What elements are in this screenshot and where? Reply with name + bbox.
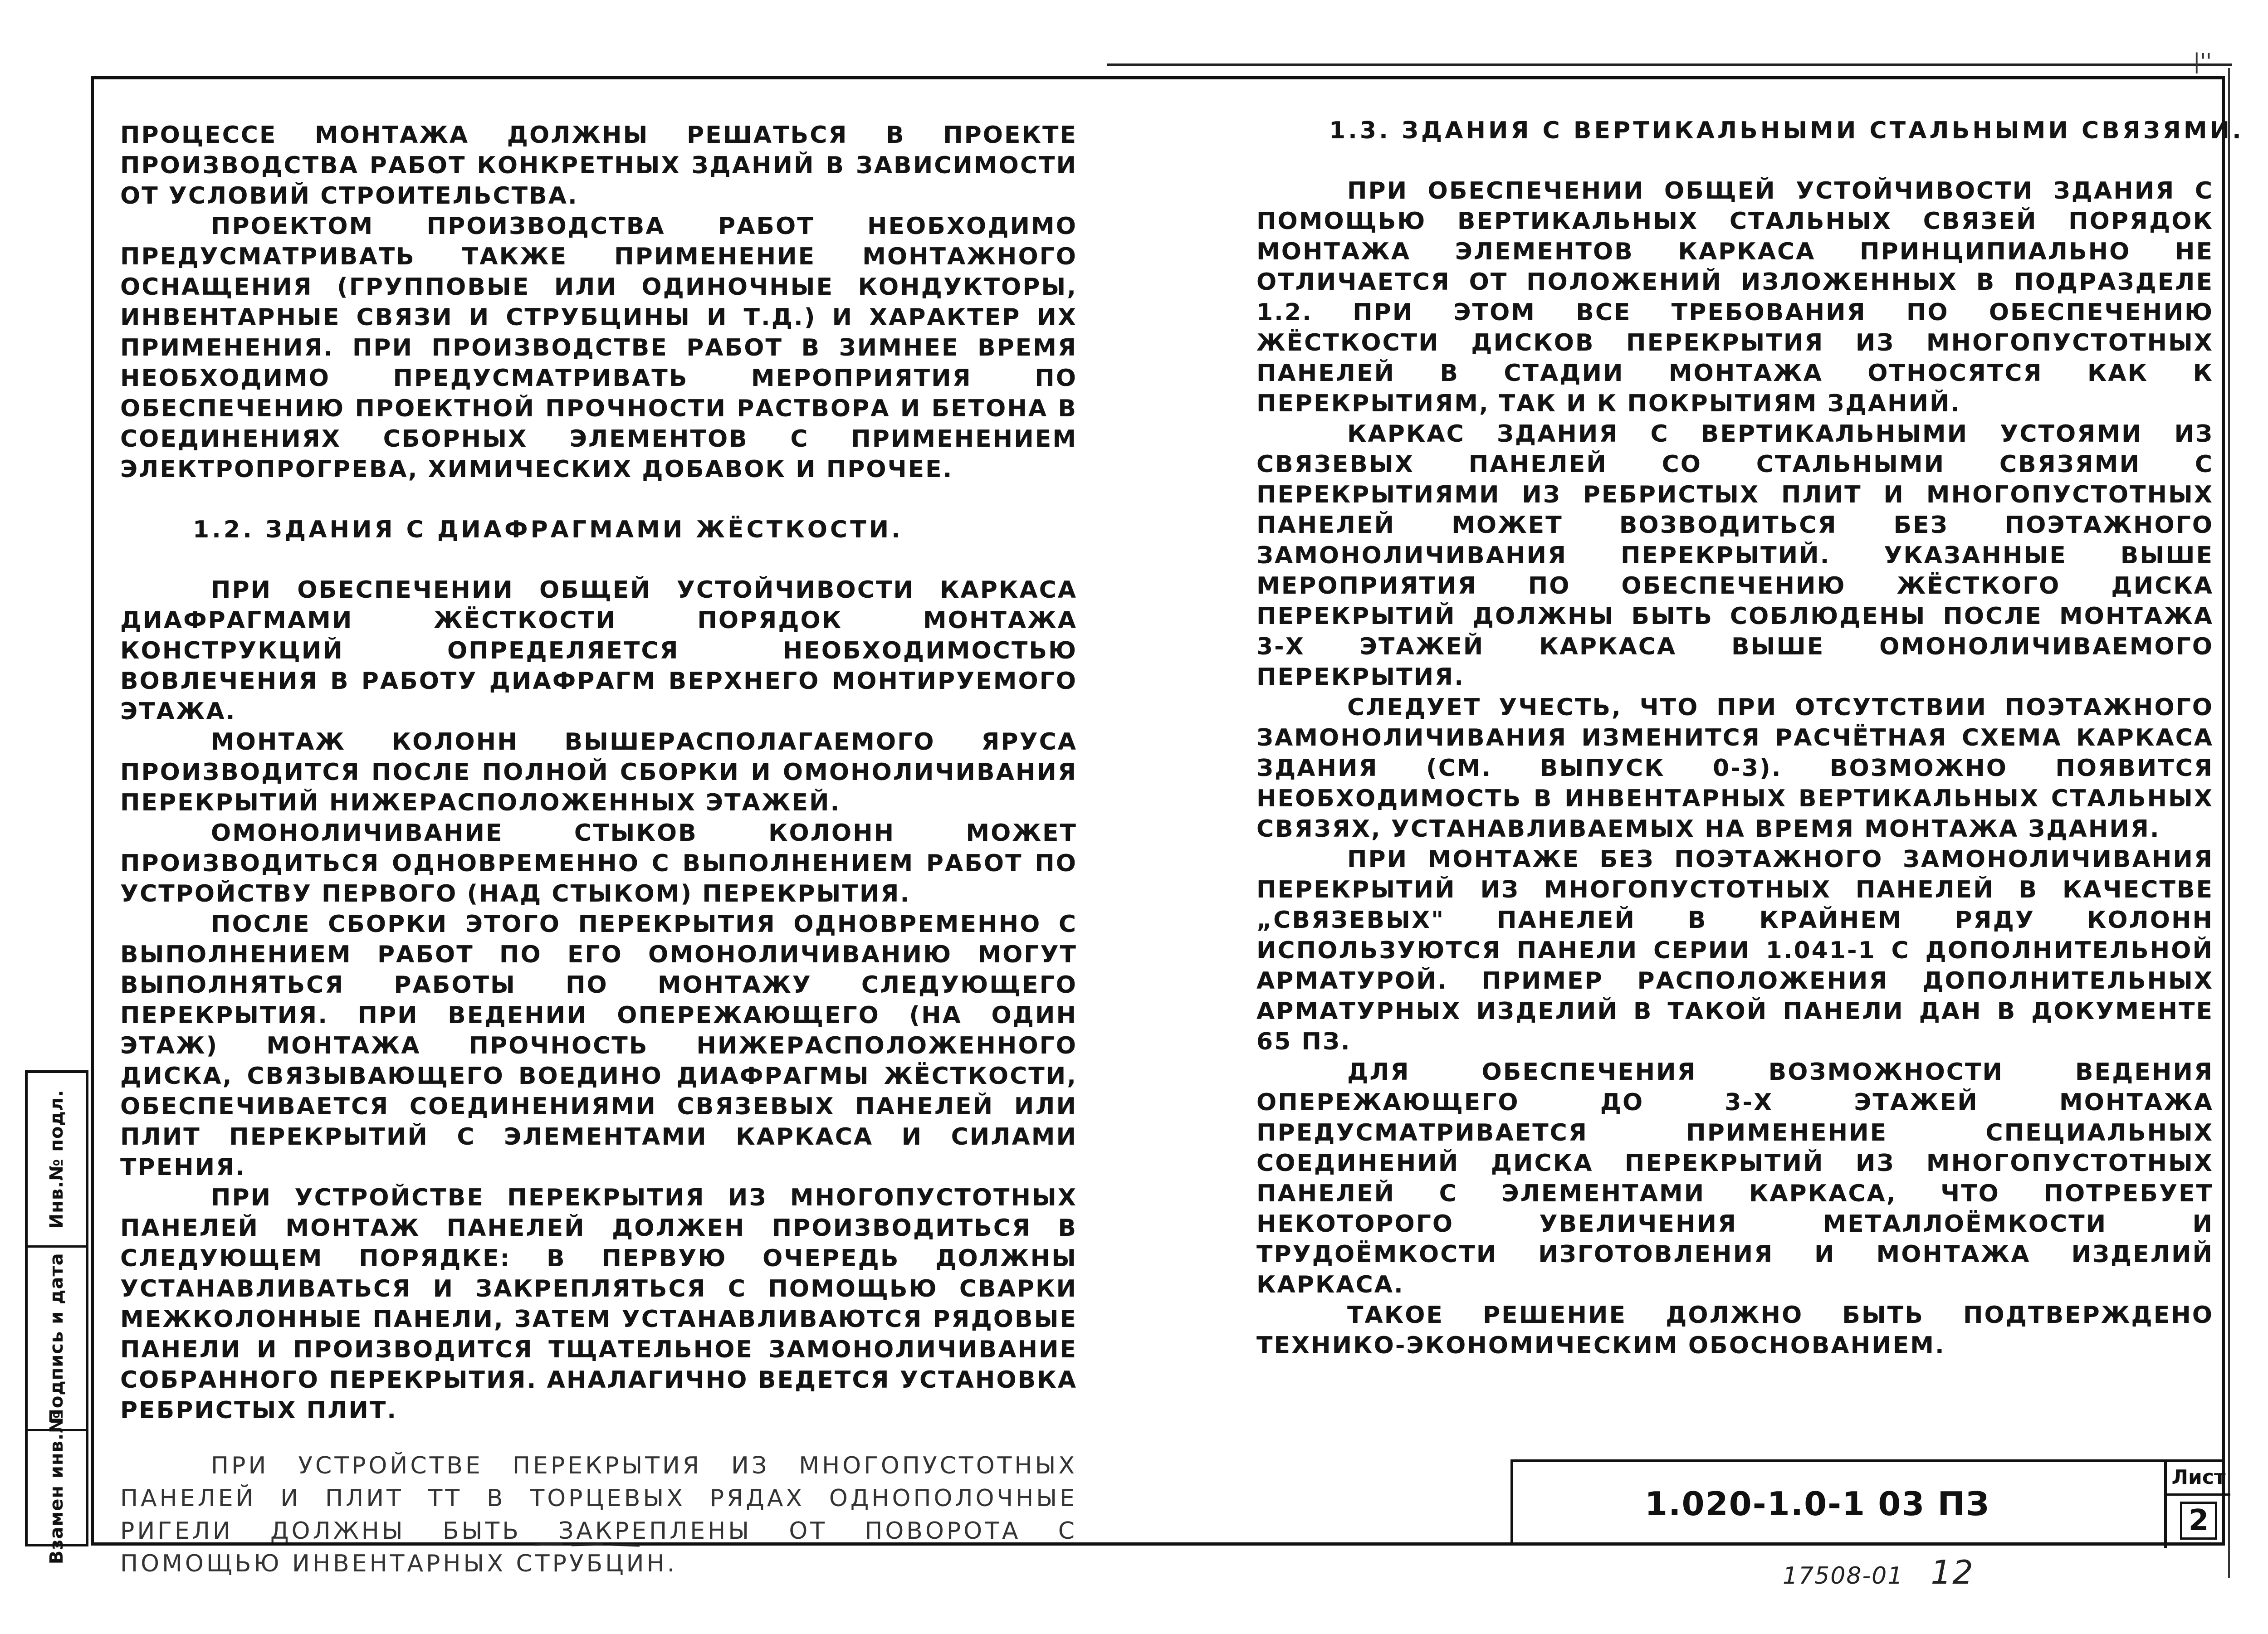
left-text-column — [120, 120, 1077, 1580]
top-corner-mark: |'' — [2193, 49, 2212, 73]
scribble-mark — [535, 1542, 640, 1547]
paragraph: ПОСЛЕ СБОРКИ ЭТОГО ПЕРЕКРЫТИЯ ОДНОВРЕМЕННО С ВЫПОЛНЕНИЕМ РАБОТ ПО ЕГО ОМОНОЛИЧИВАНИЮ МОГУТ ВЫПОЛНЯТЬСЯ РАБОТЫ ПО МОНТАЖУ СЛЕДУЮЩЕГО ПЕРЕКРЫТИЯ. ПРИ ВЕДЕНИИ ОПЕРЕЖАЮЩЕГО (НА ОДИН ЭТАЖ) МОНТАЖА ПРОЧНОСТЬ НИЖЕРАСПОЛОЖЕННОГО ДИСКА, СВЯЗЫВАЮЩЕГО ВОЕДИНО ДИАФРАГМЫ ЖЁСТКОСТИ, ОБЕСПЕЧИВАЕТСЯ СОЕДИНЕНИЯМИ СВЯЗЕВЫХ ПАНЕЛЕЙ ИЛИ ПЛИТ ПЕРЕКРЫТИЙ С ЭЛЕМЕНТАМИ КАРКАСА И СИЛАМИ ТРЕНИЯ. — [120, 911, 1077, 1181]
right-text-column — [1256, 116, 2244, 1361]
paragraph: ПРИ МОНТАЖЕ БЕЗ ПОЭТАЖНОГО ЗАМОНОЛИЧИВАНИЯ ПЕРЕКРЫТИЙ ИЗ МНОГОПУСТОТНЫХ ПАНЕЛЕЙ В КАЧЕСТВЕ „СВЯЗЕВЫХ" ПАНЕЛЕЙ В КРАЙНЕМ РЯДУ КОЛОНН ИСПОЛЬЗУЮТСЯ ПАНЕЛИ СЕРИИ 1.041-1 С ДОПОЛНИТЕЛЬНОЙ АРМАТУРОЙ. ПРИМЕР РАСПОЛОЖЕНИЯ ДОПОЛНИТЕЛЬНЫХ АРМАТУРНЫХ ИЗДЕЛИЙ В ТАКОЙ ПАНЕЛИ ДАН В ДОКУМЕНТЕ 65 ПЗ. — [1256, 846, 2214, 1055]
section-heading: 1.2. ЗДАНИЯ С ДИАФРАГМАМИ ЖЁСТКОСТИ. — [193, 516, 903, 543]
stamp-label: Инв.№ подл. — [46, 1089, 67, 1229]
paragraph: ДЛЯ ОБЕСПЕЧЕНИЯ ВОЗМОЖНОСТИ ВЕДЕНИЯ ОПЕРЕЖАЮЩЕГО ДО 3-Х ЭТАЖЕЙ МОНТАЖА ПРЕДУСМАТРИВАЕТСЯ ПРИМЕНЕНИЕ СПЕЦИАЛЬНЫХ СОЕДИНЕНИЙ ДИСКА ПЕРЕКРЫТИЙ ИЗ МНОГОПУСТОТНЫХ ПАНЕЛЕЙ С ЭЛЕМЕНТАМИ КАРКАСА, ЧТО ПОТРЕБУЕТ НЕКОТОРОГО УВЕЛИЧЕНИЯ МЕТАЛЛОЁМКОСТИ И ТРУДОЁМКОСТИ ИЗГОТОВЛЕНИЯ И МОНТАЖА ИЗДЕЛИЙ КАРКАСА. — [1256, 1058, 2214, 1298]
archive-page-number: 12 — [1931, 1553, 1974, 1591]
archive-code: 17508-01 — [1783, 1562, 1904, 1590]
right-border-line — [2228, 68, 2230, 1578]
sheet-number: 2 — [2167, 1496, 2230, 1546]
title-block — [1510, 1459, 2225, 1546]
top-border-line — [1107, 63, 2232, 66]
approval-stamp-column — [25, 1070, 88, 1565]
stamp-cell-replaced-inventory — [28, 1410, 86, 1565]
paragraph: ПРИ ОБЕСПЕЧЕНИИ ОБЩЕЙ УСТОЙЧИВОСТИ ЗДАНИЯ С ПОМОЩЬЮ ВЕРТИКАЛЬНЫХ СТАЛЬНЫХ СВЯЗЕЙ ПОРЯДОК МОНТАЖА ЭЛЕМЕНТОВ КАРКАСА ПРИНЦИПИАЛЬНО НЕ ОТЛИЧАЕТСЯ ОТ ПОЛОЖЕНИЙ ИЗЛОЖЕННЫХ В ПОДРАЗДЕЛЕ 1.2. ПРИ ЭТОМ ВСЕ ТРЕБОВАНИЯ ПО ОБЕСПЕЧЕНИЮ ЖЁСТКОСТИ ДИСКОВ ПЕРЕКРЫТИЯ ИЗ МНОГОПУСТОТНЫХ ПАНЕЛЕЙ В СТАДИИ МОНТАЖА ОТНОСЯТСЯ КАК К ПЕРЕКРЫТИЯМ, ТАК И К ПОКРЫТИЯМ ЗДАНИЙ. — [1256, 177, 2214, 417]
stamp-cell-inventory-number — [28, 1073, 86, 1248]
sheet-number-box — [2164, 1459, 2230, 1548]
sheet-label: Лист — [2167, 1459, 2230, 1496]
stamp-label: Подпись и дата — [46, 1253, 67, 1424]
paragraph: ТАКОЕ РЕШЕНИЕ ДОЛЖНО БЫТЬ ПОДТВЕРЖДЕНО ТЕХНИКО-ЭКОНОМИЧЕСКИМ ОБОСНОВАНИЕМ. — [1256, 1302, 2214, 1359]
paragraph: ПРОЦЕССЕ МОНТАЖА ДОЛЖНЫ РЕШАТЬСЯ В ПРОЕКТЕ ПРОИЗВОДСТВА РАБОТ КОНКРЕТНЫХ ЗДАНИЙ В ЗАВИСИМОСТИ ОТ УСЛОВИЙ СТРОИТЕЛЬСТВА. — [120, 122, 1077, 210]
paragraph: ПРИ УСТРОЙСТВЕ ПЕРЕКРЫТИЯ ИЗ МНОГОПУСТОТНЫХ ПАНЕЛЕЙ И ПЛИТ ТТ В ТОРЦЕВЫХ РЯДАХ ОДНОПОЛОЧНЫЕ РИГЕЛИ ДОЛЖНЫ БЫТЬ ЗАКРЕПЛЕНЫ ОТ ПОВОРОТА С ПОМОЩЬЮ ИНВЕНТАРНЫХ СТРУБЦИН. — [120, 1452, 1077, 1577]
paragraph: КАРКАС ЗДАНИЯ С ВЕРТИКАЛЬНЫМИ УСТОЯМИ ИЗ СВЯЗЕВЫХ ПАНЕЛЕЙ СО СТАЛЬНЫМИ СВЯЗЯМИ С ПЕРЕКРЫТИЯМИ ИЗ РЕБРИСТЫХ ПЛИТ И МНОГОПУСТОТНЫХ ПАНЕЛЕЙ МОЖЕТ ВОЗВОДИТЬСЯ БЕЗ ПОЭТАЖНОГО ЗАМОНОЛИЧИВАНИЯ ПЕРЕКРЫТИЙ. УКАЗАННЫЕ ВЫШЕ МЕРОПРИЯТИЯ ПО ОБЕСПЕЧЕНИЮ ЖЁСТКОГО ДИСКА ПЕРЕКРЫТИЙ ДОЛЖНЫ БЫТЬ СОБЛЮДЕНЫ ПОСЛЕ МОНТАЖА 3-Х ЭТАЖЕЙ КАРКАСА ВЫШЕ ОМОНОЛИЧИВАЕМОГО ПЕРЕКРЫТИЯ. — [1256, 420, 2214, 691]
paragraph: ПРОЕКТОМ ПРОИЗВОДСТВА РАБОТ НЕОБХОДИМО ПРЕДУСМАТРИВАТЬ ТАКЖЕ ПРИМЕНЕНИЕ МОНТАЖНОГО ОСНАЩЕНИЯ (ГРУППОВЫЕ ИЛИ ОДИНОЧНЫЕ КОНДУКТОРЫ, ИНВЕНТАРНЫЕ СВЯЗИ И СТРУБЦИНЫ И Т.Д.) И ХАРАКТЕР ИХ ПРИМЕНЕНИЯ. ПРИ ПРОИЗВОДСТВЕ РАБОТ В ЗИМНЕЕ ВРЕМЯ НЕОБХОДИМО ПРЕДУСМАТРИВАТЬ МЕРОПРИЯТИЯ ПО ОБЕСПЕЧЕНИЮ ПРОЕКТНОЙ ПРОЧНОСТИ РАСТВОРА И БЕТОНА В СОЕДИНЕНИЯХ СБОРНЫХ ЭЛЕМЕНТОВ С ПРИМЕНЕНИЕМ ЭЛЕКТРОПРОГРЕВА, ХИМИЧЕСКИХ ДОБАВОК И ПРОЧЕЕ. — [120, 213, 1077, 483]
paragraph: ПРИ УСТРОЙСТВЕ ПЕРЕКРЫТИЯ ИЗ МНОГОПУСТОТНЫХ ПАНЕЛЕЙ МОНТАЖ ПАНЕЛЕЙ ДОЛЖЕН ПРОИЗВОДИТЬСЯ В СЛЕДУЮЩЕМ ПОРЯДКЕ: В ПЕРВУЮ ОЧЕРЕДЬ ДОЛЖНЫ УСТАНАВЛИВАТЬСЯ И ЗАКРЕПЛЯТЬСЯ С ПОМОЩЬЮ СВАРКИ МЕЖКОЛОННЫЕ ПАНЕЛИ, ЗАТЕМ УСТАНАВЛИВАЮТСЯ РЯДОВЫЕ ПАНЕЛИ И ПРОИЗВОДИТСЯ ТЩАТЕЛЬНОЕ ЗАМОНОЛИЧИВАНИЕ СОБРАННОГО ПЕРЕКРЫТИЯ. АНАЛАГИЧНО ВЕДЕТСЯ УСТАНОВКА РЕБРИСТЫХ ПЛИТ. — [120, 1184, 1077, 1424]
document-code: 1.020-1.0-1 03 ПЗ — [1645, 1485, 1990, 1523]
stamp-label: Взамен инв.№ — [46, 1410, 67, 1565]
archive-footer — [1783, 1553, 1974, 1591]
section-heading: 1.3. ЗДАНИЯ С ВЕРТИКАЛЬНЫМИ СТАЛЬНЫМИ СВЯЗЯМИ. — [1329, 117, 2244, 144]
paragraph: МОНТАЖ КОЛОНН ВЫШЕРАСПОЛАГАЕМОГО ЯРУСА ПРОИЗВОДИТСЯ ПОСЛЕ ПОЛНОЙ СБОРКИ И ОМОНОЛИЧИВАНИЯ ПЕРЕКРЫТИЙ НИЖЕРАСПОЛОЖЕННЫХ ЭТАЖЕЙ. — [120, 728, 1077, 816]
paragraph: ОМОНОЛИЧИВАНИЕ СТЫКОВ КОЛОНН МОЖЕТ ПРОИЗВОДИТЬСЯ ОДНОВРЕМЕННО С ВЫПОЛНЕНИЕМ РАБОТ ПО УСТРОЙСТВУ ПЕРВОГО (НАД СТЫКОМ) ПЕРЕКРЫТИЯ. — [120, 819, 1077, 907]
paragraph: СЛЕДУЕТ УЧЕСТЬ, ЧТО ПРИ ОТСУТСТВИИ ПОЭТАЖНОГО ЗАМОНОЛИЧИВАНИЯ ИЗМЕНИТСЯ РАСЧЁТНАЯ СХЕМА КАРКАСА ЗДАНИЯ (СМ. ВЫПУСК 0-3). ВОЗМОЖНО ПОЯВИТСЯ НЕОБХОДИМОСТЬ В ИНВЕНТАРНЫХ ВЕРТИКАЛЬНЫХ СТАЛЬНЫХ СВЯЗЯХ, УСТАНАВЛИВАЕМЫХ НА ВРЕМЯ МОНТАЖА ЗДАНИЯ. — [1256, 694, 2214, 843]
stamp-cell-signature-date — [28, 1248, 86, 1431]
paragraph: ПРИ ОБЕСПЕЧЕНИИ ОБЩЕЙ УСТОЙЧИВОСТИ КАРКАСА ДИАФРАГМАМИ ЖЁСТКОСТИ ПОРЯДОК МОНТАЖА КОНСТРУКЦИЙ ОПРЕДЕЛЯЕТСЯ НЕОБХОДИМОСТЬЮ ВОВЛЕЧЕНИЯ В РАБОТУ ДИАФРАГМ ВЕРХНЕГО МОНТИРУЕМОГО ЭТАЖА. — [120, 576, 1077, 725]
